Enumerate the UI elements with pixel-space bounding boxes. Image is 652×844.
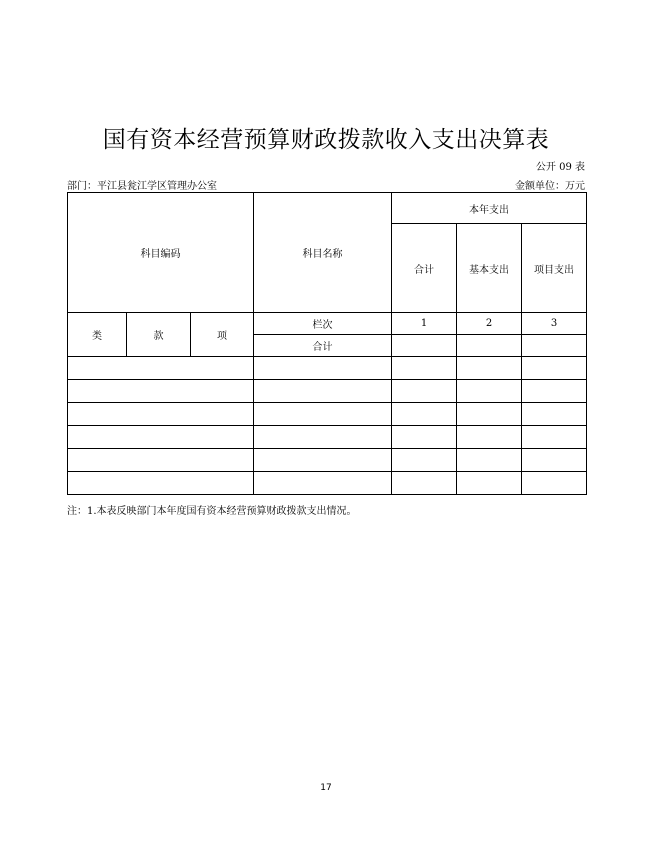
table-row: [68, 403, 587, 426]
row-code-cell: [68, 357, 254, 380]
row-value-cell: [392, 426, 457, 449]
row-value-cell: [522, 380, 587, 403]
current-year-expenditure-header: 本年支出: [392, 193, 587, 224]
table-row: [68, 426, 587, 449]
code-item-header: 项: [191, 313, 254, 357]
column-number-row: [68, 313, 587, 335]
row-value-cell: [392, 472, 457, 495]
row-value-cell: [522, 357, 587, 380]
table-number: 公开 09 表: [535, 162, 585, 173]
budget-table: [67, 192, 587, 495]
total-row-cell: [457, 335, 522, 357]
table-row: [68, 380, 587, 403]
row-value-cell: [522, 472, 587, 495]
column-number-2: 2: [457, 313, 522, 335]
row-value-cell: [392, 449, 457, 472]
row-value-cell: [457, 380, 522, 403]
row-code-cell: [68, 380, 254, 403]
basic-expenditure-header: 基本支出: [457, 224, 522, 313]
row-code-cell: [68, 449, 254, 472]
total-row-cell: [392, 335, 457, 357]
total-row-label: 合计: [254, 335, 392, 357]
amount-unit-label: 金额单位：万元: [515, 181, 585, 192]
table-row: [68, 472, 587, 495]
code-category-header: 类: [68, 313, 127, 357]
table-row: [68, 357, 587, 380]
column-number-3: 3: [522, 313, 587, 335]
department-label: 部门：平江县瓮江学区管理办公室: [67, 181, 217, 192]
row-value-cell: [392, 380, 457, 403]
column-number-label: 栏次: [254, 313, 392, 335]
project-expenditure-header: 项目支出: [522, 224, 587, 313]
header-row-1: [68, 193, 587, 224]
row-code-cell: [68, 426, 254, 449]
row-name-cell: [254, 426, 392, 449]
row-value-cell: [457, 472, 522, 495]
row-value-cell: [522, 403, 587, 426]
row-value-cell: [392, 357, 457, 380]
row-value-cell: [522, 426, 587, 449]
row-value-cell: [522, 449, 587, 472]
row-value-cell: [457, 357, 522, 380]
row-value-cell: [457, 403, 522, 426]
table-row: [68, 449, 587, 472]
row-name-cell: [254, 403, 392, 426]
column-number-1: 1: [392, 313, 457, 335]
row-code-cell: [68, 403, 254, 426]
row-name-cell: [254, 472, 392, 495]
total-header: 合计: [392, 224, 457, 313]
row-value-cell: [457, 449, 522, 472]
page-number: 17: [320, 783, 332, 793]
document-title: 国有资本经营预算财政拨款收入支出决算表: [102, 127, 550, 153]
total-row-cell: [522, 335, 587, 357]
row-value-cell: [457, 426, 522, 449]
code-section-header: 款: [127, 313, 191, 357]
subject-code-header: 科目编码: [68, 193, 254, 313]
row-name-cell: [254, 357, 392, 380]
row-name-cell: [254, 449, 392, 472]
row-name-cell: [254, 380, 392, 403]
row-value-cell: [392, 403, 457, 426]
subject-name-header: 科目名称: [254, 193, 392, 313]
table-note: 注：1.本表反映部门本年度国有资本经营预算财政拨款支出情况。: [67, 506, 357, 517]
row-code-cell: [68, 472, 254, 495]
